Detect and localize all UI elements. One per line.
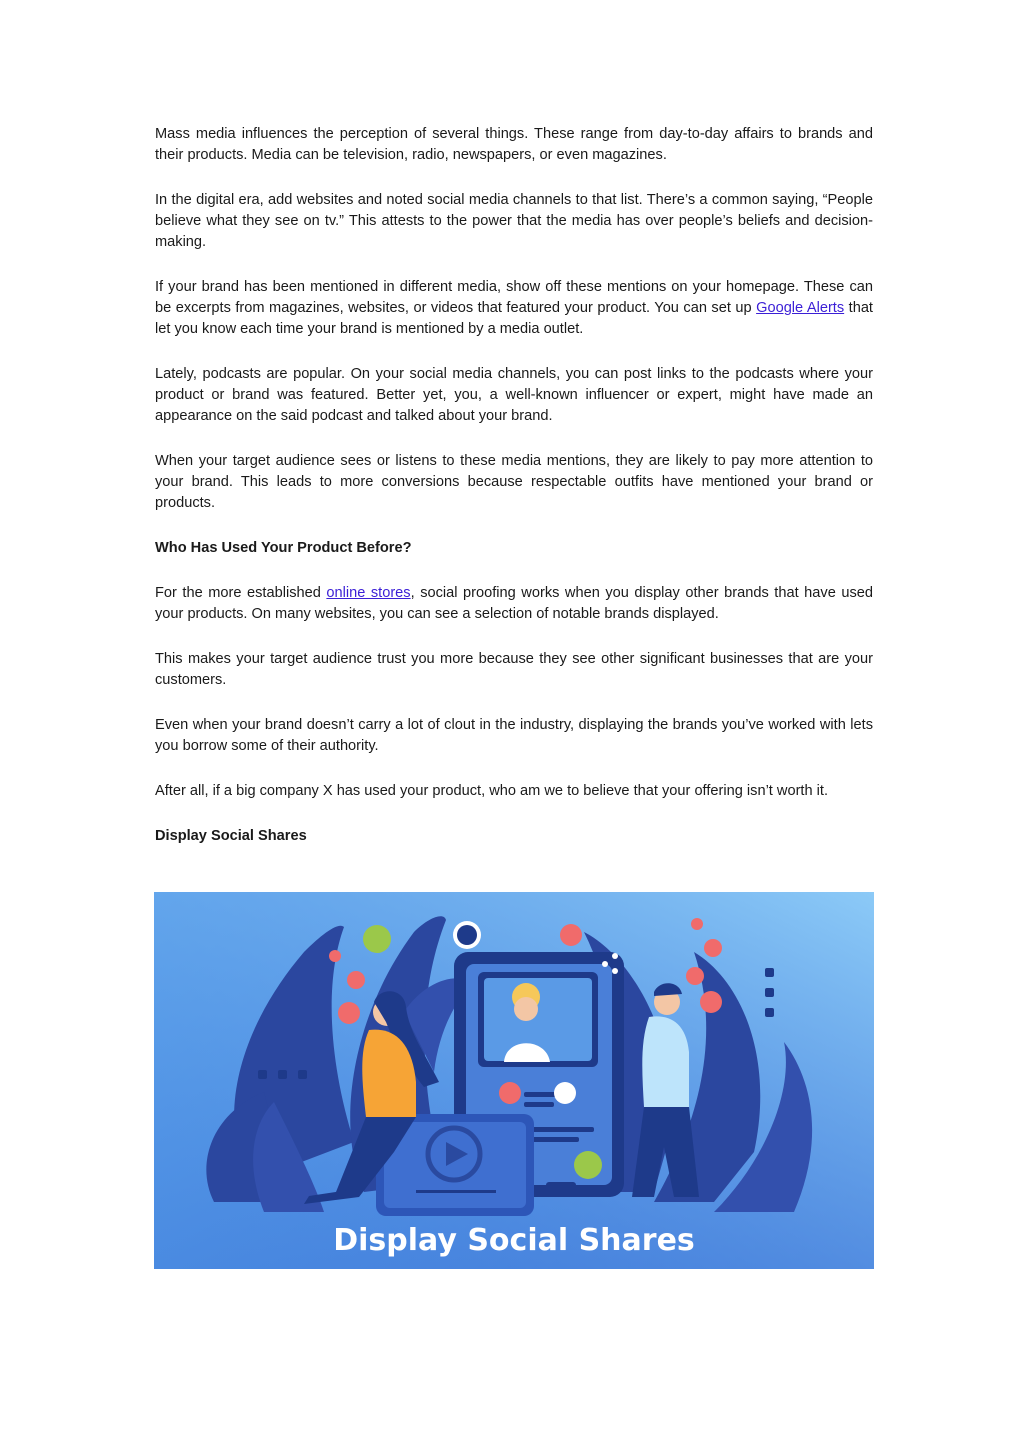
- illustration-svg: [154, 892, 874, 1269]
- figure-caption: Display Social Shares: [333, 1223, 695, 1258]
- paragraph-mass-media: Mass media influences the perception of several things. These range from day-to-day affairs to brands and their products. Media can be television, radio, newspapers, or even magazines.: [155, 126, 873, 163]
- article-body: [155, 124, 873, 871]
- social-shares-illustration: [154, 892, 874, 1269]
- paragraph-clout: Even when your brand doesn’t carry a lot of clout in the industry, displaying the brands you’ve worked with lets you borrow some of their authority.: [155, 717, 873, 754]
- google-alerts-link[interactable]: Google Alerts: [756, 300, 845, 316]
- paragraph-podcasts: Lately, podcasts are popular. On your social media channels, you can post links to the podcasts where your product or brand was featured. Better yet, you, a well-known influencer or expert, might have made an appearance on the said podcast and talked about your brand.: [155, 366, 873, 424]
- online-stores-link[interactable]: online stores: [326, 585, 411, 601]
- text-segment: For the more established: [155, 585, 327, 601]
- heading-display-social-shares: Display Social Shares: [155, 828, 307, 844]
- paragraph-trust: This makes your target audience trust you more because they see other significant businesses that are your customers.: [155, 651, 873, 688]
- share-arrow-icon: [363, 925, 391, 953]
- heading-who-used-product: Who Has Used Your Product Before?: [155, 540, 412, 556]
- share-icon: [612, 953, 618, 959]
- paragraph-brand-mentions: [155, 277, 873, 340]
- heart-icon: [560, 924, 582, 946]
- paragraph-big-company: After all, if a big company X has used your product, who am we to believe that your offering isn’t worth it.: [155, 783, 829, 799]
- paragraph-established-stores: [155, 583, 873, 625]
- text-segment: If your brand has been mentioned in different media, show off these mentions on your homepage. These can be excerpts from magazines, websites, or videos that featured your product. You can set up: [155, 279, 873, 316]
- text-segment: that let you know each time your brand is mentioned by a media outlet.: [155, 300, 873, 337]
- paragraph-target-audience: When your target audience sees or listens to these media mentions, they are likely to pay more attention to your brand. This leads to more conversions because respectable outfits have mentioned your brand or products.: [155, 453, 873, 511]
- paragraph-digital-era: In the digital era, add websites and noted social media channels to that list. There’s a common saying, “People believe what they see on tv.” This attests to the power that the media has over people’s beliefs and decision-making.: [155, 192, 873, 250]
- text-segment: , social proofing works when you display other brands that have used your products. On many websites, you can see a selection of notable brands displayed.: [155, 585, 873, 622]
